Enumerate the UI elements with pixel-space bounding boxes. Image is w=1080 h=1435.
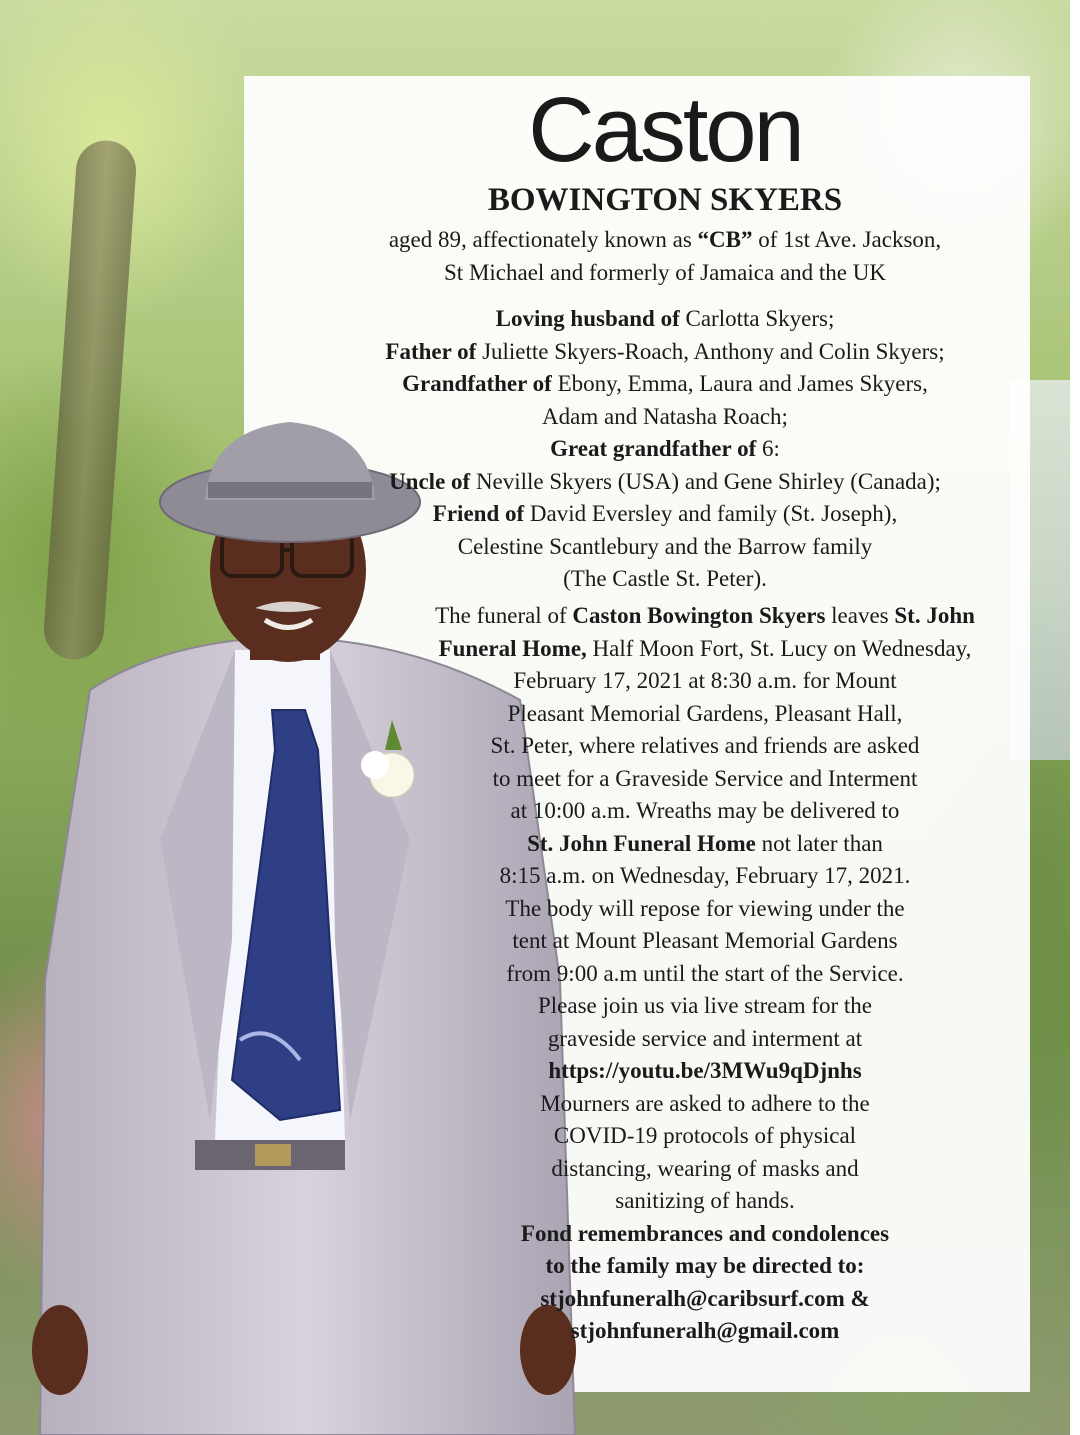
funeral-line: graveside service and interment at [547, 1025, 863, 1051]
intro-line-1: aged 89, affectionately known as “CB” of 1st Ave. Jackson, [388, 227, 942, 252]
relation-line: Father of Juliette Skyers-Roach, Anthony and Colin Skyers; [385, 338, 945, 364]
full-name-heading: BOWINGTON SKYERS [487, 182, 843, 218]
relation-line: Friend of David Eversley and family (St. Joseph), [432, 501, 898, 526]
intro-line-2: St Michael and formerly of Jamaica and the UK [444, 259, 886, 285]
relation-line: Grandfather of Ebony, Emma, Laura and James Skyers, [402, 371, 928, 396]
funeral-details [380, 600, 1030, 1348]
funeral-line: St. Peter, where relatives and friends are asked [490, 733, 920, 758]
funeral-line: at 10:00 a.m. Wreaths may be delivered to [510, 798, 900, 823]
email-link-gmail[interactable]: stjohnfuneralh@gmail.com [570, 1318, 840, 1343]
nickname: “CB” [697, 227, 753, 252]
funeral-line: COVID-19 protocols of physical [553, 1123, 857, 1148]
funeral-line: Funeral Home, Half Moon Fort, St. Lucy on Wednesday, [438, 635, 972, 661]
relations-list [300, 303, 1030, 596]
relation-line: Uncle of Neville Skyers (USA) and Gene Shirley (Canada); [389, 468, 941, 494]
condolences-emails [380, 1315, 1030, 1348]
condolences-line: to the family may be directed to: [545, 1253, 865, 1278]
funeral-line: sanitizing of hands. [615, 1188, 795, 1213]
funeral-line: Pleasant Memorial Gardens, Pleasant Hall, [507, 700, 903, 726]
relation-line: Adam and Natasha Roach; [542, 403, 788, 429]
funeral-line: The body will repose for viewing under the [505, 895, 905, 921]
relation-line: (The Castle St. Peter). [563, 566, 767, 591]
funeral-line: from 9:00 a.m until the start of the Service. [506, 960, 904, 986]
notice-header [300, 80, 1030, 596]
funeral-line: distancing, wearing of masks and [551, 1155, 859, 1181]
funeral-line: Please join us via live stream for the [537, 993, 873, 1018]
livestream-link[interactable]: https://youtu.be/3MWu9qDjnhs [548, 1058, 862, 1083]
first-name-heading: Caston [528, 79, 802, 181]
funeral-line: tent at Mount Pleasant Memorial Gardens [512, 928, 898, 953]
funeral-line: to meet for a Graveside Service and Interment [492, 765, 918, 791]
email-link-caribsurf[interactable]: stjohnfuneralh@caribsurf.com [540, 1285, 845, 1311]
relation-line: Celestine Scantlebury and the Barrow family [457, 533, 873, 559]
funeral-line: St. John Funeral Home not later than [527, 830, 883, 856]
condolences-line: Fond remembrances and condolences [520, 1220, 890, 1246]
condolences-emails: stjohnfuneralh@caribsurf.com & [540, 1285, 870, 1311]
relation-line: Loving husband of Carlotta Skyers; [495, 306, 835, 331]
funeral-line: Mourners are asked to adhere to the [540, 1090, 870, 1116]
funeral-line: The funeral of Caston Bowington Skyers leaves St. John [435, 603, 975, 628]
funeral-line: 8:15 a.m. on Wednesday, February 17, 2021. [499, 863, 911, 888]
funeral-line: February 17, 2021 at 8:30 a.m. for Mount [513, 668, 897, 693]
relation-line: Great grandfather of 6: [550, 436, 780, 461]
